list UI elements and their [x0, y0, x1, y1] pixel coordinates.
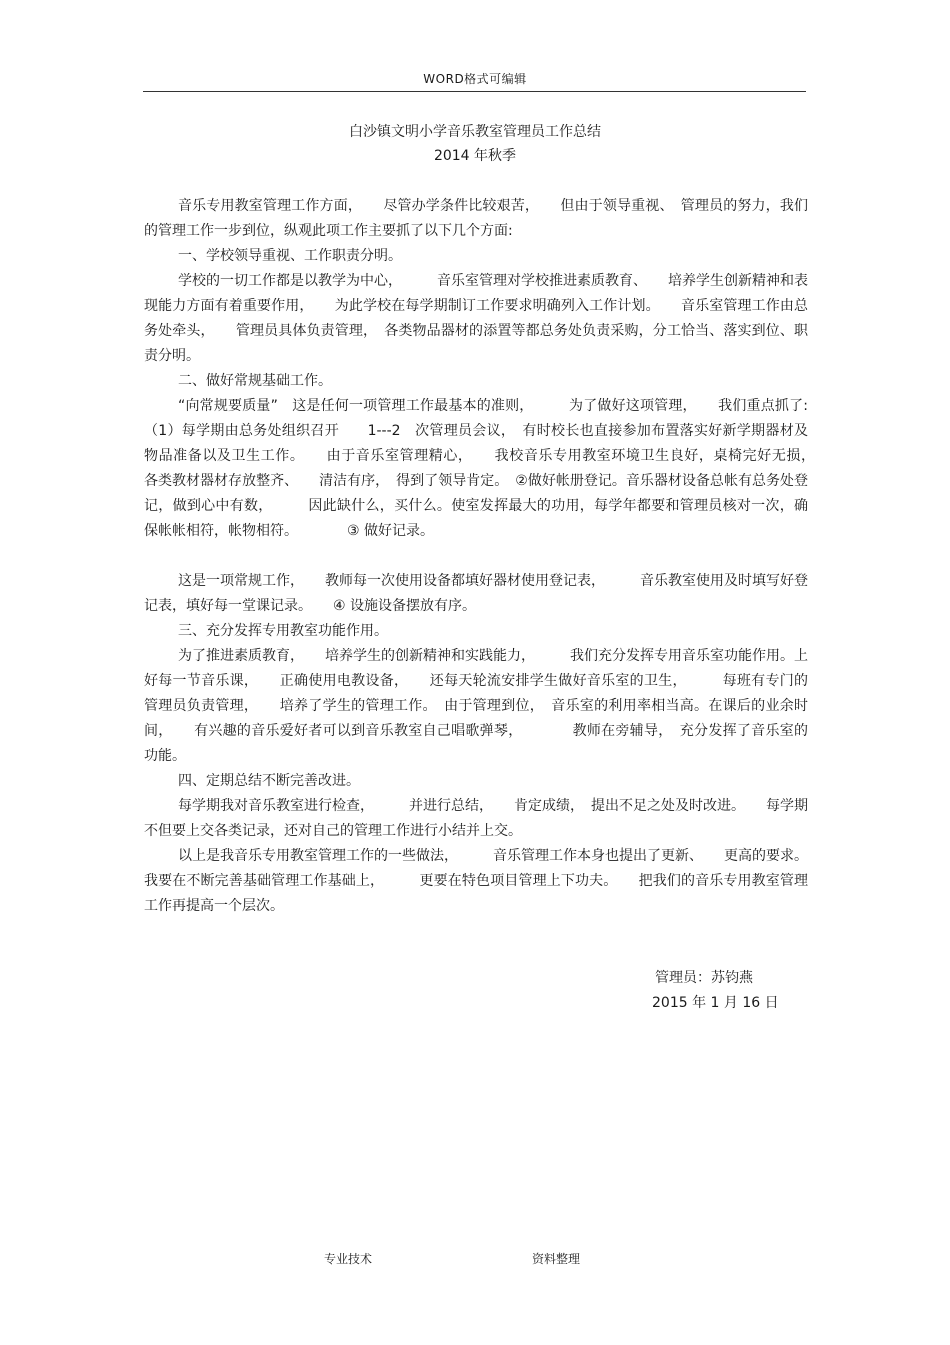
paragraph-section-1: 学校的一切工作都是以教学为中心， 音乐室管理对学校推进素质教育、 培养学生创新精神和表现能力方面有着重要作用， 为此学校在每学期制订工作要求明确列入工作计划。 音乐室管理工作由总务处牵头， 管理员具体负责管理， 各类物品器材的添置等都总务处负责采购，分工恰当、落实到位、职责分明。 [144, 273, 808, 364]
document-subtitle: 2014 年秋季 [433, 148, 517, 164]
section-heading-1: 一、学校领导重视、工作职责分明。 [178, 248, 402, 264]
signature-date: 2015 年 1 月 16 日 [652, 995, 779, 1011]
page-header-label: WORD格式可编辑 [423, 72, 527, 86]
footer-right-label: 资料整理 [532, 1252, 581, 1266]
section-heading-2: 二、做好常规基础工作。 [178, 373, 332, 389]
signature-name: 管理员：苏钧燕 [655, 970, 753, 986]
document-title: 白沙镇文明小学音乐教室管理员工作总结 [349, 124, 601, 140]
section-heading-4: 四、定期总结不断完善改进。 [178, 773, 360, 789]
signature-block [652, 966, 812, 1016]
footer-left-label: 专业技术 [324, 1252, 373, 1266]
document-body [144, 194, 822, 919]
section-heading-3: 三、充分发挥专用教室功能作用。 [178, 623, 388, 639]
paragraph-intro: 音乐专用教室管理工作方面， 尽管办学条件比较艰苦， 但由于领导重视、 管理员的努力，我们的管理工作一步到位，纵观此项工作主要抓了以下几个方面: [144, 198, 808, 239]
paragraph-section-2-records: 这是一项常规工作， 教师每一次使用设备都填好器材使用登记表， 音乐教室使用及时填写好登记表，填好每一堂课记录。 ④ 设施设备摆放有序。 [144, 573, 808, 614]
paragraph-section-2: “向常规要质量” 这是任何一项管理工作最基本的准则， 为了做好这项管理， 我们重点抓了:（1）每学期由总务处组织召开 1---2 次管理员会议， 有时校长也直接参加布置落实好新学期器材及物品准备以及卫生工作。 由于音乐室管理精心， 我校音乐专用教室环境卫生良好，桌椅完好无损， 各类教材器材存放整齐、 清洁有序， 得到了领导肯定。 ②做好帐册登记。音乐器材设备总帐有总务处登记，做到心中有数， 因此缺什么，买什么。使室发挥最大的功用，每学年都要和管理员核对一次，确保帐帐相符，帐物相符。 ③ 做好记录。 [144, 398, 822, 539]
header-divider [143, 91, 806, 92]
paragraph-section-3: 为了推进素质教育， 培养学生的创新精神和实践能力， 我们充分发挥专用音乐室功能作用。上好每一节音乐课， 正确使用电教设备， 还每天轮流安排学生做好音乐室的卫生， 每班有专门的管理员负责管理， 培养了学生的管理工作。 由于管理到位， 音乐室的利用率相当高。在课后的业余时间， 有兴趣的音乐爱好者可以到音乐教室自己唱歌弹琴， 教师在旁辅导， 充分发挥了音乐室的功能。 [144, 648, 808, 764]
paragraph-section-4: 每学期我对音乐教室进行检查， 并进行总结， 肯定成绩， 提出不足之处及时改进。 每学期不但要上交各类记录，还对自己的管理工作进行小结并上交。 [144, 798, 808, 839]
paragraph-conclusion: 以上是我音乐专用教室管理工作的一些做法， 音乐管理工作本身也提出了更新、 更高的要求。我要在不断完善基础管理工作基础上， 更要在特色项目管理上下功夫。 把我们的音乐专用教室管理工作再提高一个层次。 [144, 848, 808, 914]
